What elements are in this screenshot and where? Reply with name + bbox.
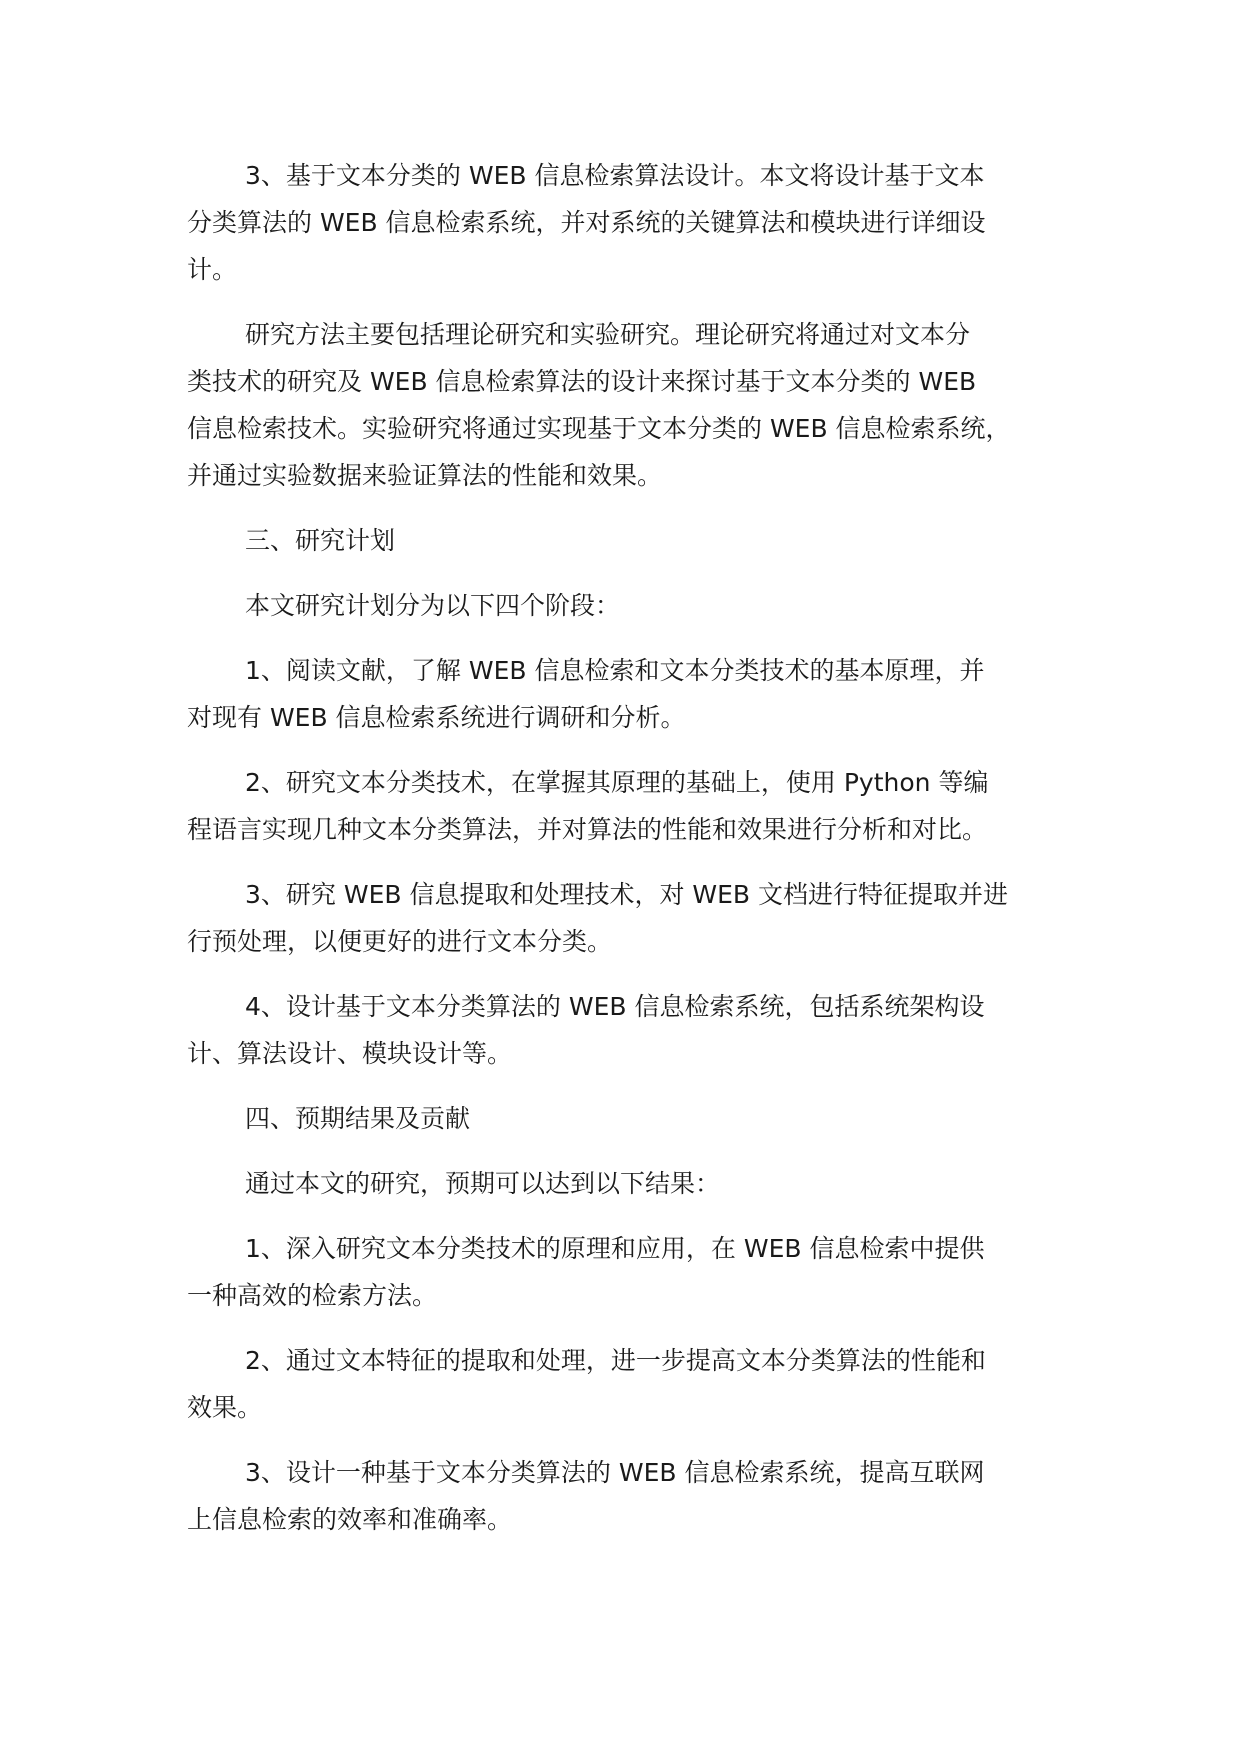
list-item-result-3: [187, 1449, 1077, 1543]
heading-text: 三、研究计划: [245, 526, 396, 555]
text-line: 一种高效的检索方法。: [187, 1281, 438, 1310]
text-line: 2、研究文本分类技术，在掌握其原理的基础上，使用 Python 等编: [245, 768, 989, 797]
section-heading-expected-results: [187, 1095, 1077, 1142]
text-line: 效果。: [187, 1393, 263, 1422]
paragraph-algorithm-design: [187, 152, 1077, 293]
list-item-plan-4: [187, 983, 1077, 1077]
text-line: 3、设计一种基于文本分类算法的 WEB 信息检索系统，提高互联网: [245, 1458, 985, 1487]
text-line: 对现有 WEB 信息检索系统进行调研和分析。: [187, 703, 686, 732]
list-item-plan-2: [187, 759, 1077, 853]
section-heading-research-plan: [187, 517, 1077, 564]
text-line: 分类算法的 WEB 信息检索系统，并对系统的关键算法和模块进行详细设: [187, 208, 986, 237]
text-line: 行预处理，以便更好的进行文本分类。: [187, 927, 613, 956]
text-line: 3、研究 WEB 信息提取和处理技术，对 WEB 文档进行特征提取并进: [245, 880, 1009, 909]
text-line: 类技术的研究及 WEB 信息检索算法的设计来探讨基于文本分类的 WEB: [187, 367, 977, 396]
text-line: 计、算法设计、模块设计等。: [187, 1039, 513, 1068]
text-line: 4、设计基于文本分类算法的 WEB 信息检索系统，包括系统架构设: [245, 992, 985, 1021]
paragraph-research-methods: [187, 311, 1077, 499]
heading-text: 四、预期结果及贡献: [245, 1104, 471, 1133]
paragraph-results-intro: [187, 1160, 1077, 1207]
text-line: 研究方法主要包括理论研究和实验研究。理论研究将通过对文本分: [245, 320, 971, 349]
list-item-plan-3: [187, 871, 1077, 965]
text-line: 3、基于文本分类的 WEB 信息检索算法设计。本文将设计基于文本: [245, 161, 985, 190]
text-line: 计。: [187, 255, 238, 284]
text-line: 上信息检索的效率和准确率。: [187, 1505, 513, 1534]
text-line: 本文研究计划分为以下四个阶段：: [245, 591, 621, 620]
paragraph-plan-intro: [187, 582, 1077, 629]
list-item-result-1: [187, 1225, 1077, 1319]
text-line: 通过本文的研究，预期可以达到以下结果：: [245, 1169, 721, 1198]
text-line: 程语言实现几种文本分类算法，并对算法的性能和效果进行分析和对比。: [187, 815, 988, 844]
text-line: 信息检索技术。实验研究将通过实现基于文本分类的 WEB 信息检索系统，: [187, 414, 1011, 443]
document-page: [187, 152, 1077, 1543]
list-item-result-2: [187, 1337, 1077, 1431]
list-item-plan-1: [187, 647, 1077, 741]
text-line: 1、阅读文献，了解 WEB 信息检索和文本分类技术的基本原理，并: [245, 656, 985, 685]
text-line: 并通过实验数据来验证算法的性能和效果。: [187, 461, 663, 490]
text-line: 2、通过文本特征的提取和处理，进一步提高文本分类算法的性能和: [245, 1346, 986, 1375]
text-line: 1、深入研究文本分类技术的原理和应用，在 WEB 信息检索中提供: [245, 1234, 985, 1263]
